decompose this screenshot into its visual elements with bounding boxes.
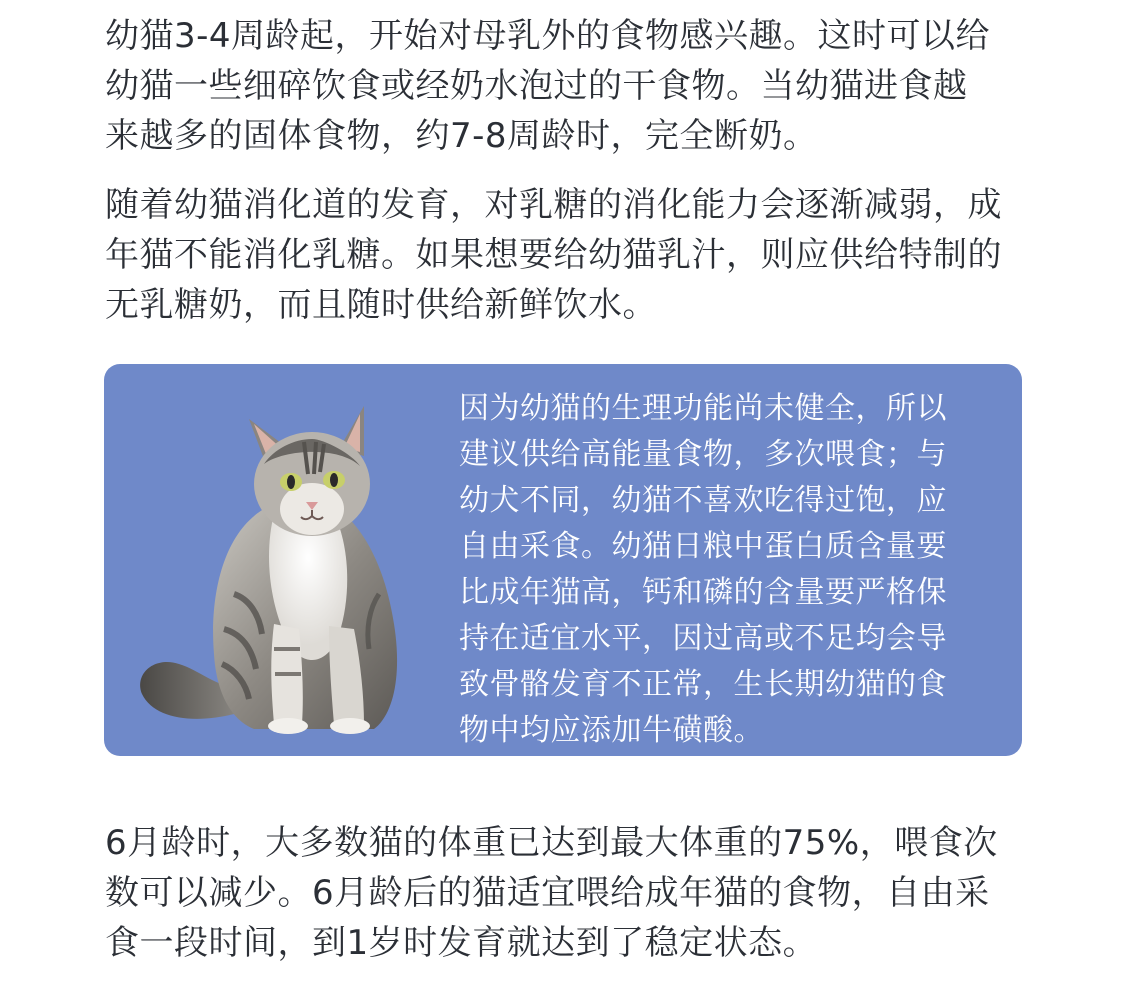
paragraph-line: 年猫不能消化乳糖。如果想要给幼猫乳汁，则应供给特制的: [105, 235, 1002, 275]
paragraph-line: 食一段时间，到1岁时发育就达到了稳定状态。: [105, 923, 818, 963]
paragraph-line: 幼猫3-4周龄起，开始对母乳外的食物感兴趣。这时可以给: [105, 16, 991, 56]
paragraph-line: 数可以减少。6月龄后的猫适宜喂给成年猫的食物，自由采: [105, 873, 990, 913]
paragraph-line: 幼猫一些细碎饮食或经奶水泡过的干食物。当幼猫进食越: [105, 66, 968, 106]
paragraph-six-months: [105, 818, 1030, 968]
card-line: 自由采食。幼猫日粮中蛋白质含量要: [459, 529, 947, 564]
cat-photo: [124, 394, 414, 739]
paragraph-line: 来越多的固体食物，约7-8周龄时，完全断奶。: [105, 116, 818, 156]
card-line: 致骨骼发育不正常，生长期幼猫的食: [459, 667, 947, 702]
paragraph-line: 随着幼猫消化道的发育，对乳糖的消化能力会逐渐减弱，成: [105, 185, 1002, 225]
card-text: [459, 386, 1004, 754]
info-card: [104, 364, 1022, 756]
card-line: 比成年猫高，钙和磷的含量要严格保: [459, 575, 947, 610]
paragraph-line: 无乳糖奶，而且随时供给新鲜饮水。: [105, 285, 657, 325]
card-line: 幼犬不同，幼猫不喜欢吃得过饱，应: [459, 483, 947, 518]
card-line: 物中均应添加牛磺酸。: [459, 713, 764, 748]
card-line: 持在适宜水平，因过高或不足均会导: [459, 621, 947, 656]
paragraph-line: 6月龄时，大多数猫的体重已达到最大体重的75%，喂食次: [105, 823, 998, 863]
paragraph-lactose: [105, 180, 1030, 330]
card-line: 建议供给高能量食物，多次喂食；与: [459, 437, 947, 472]
paragraph-weaning: [105, 11, 1030, 161]
card-line: 因为幼猫的生理功能尚未健全，所以: [459, 391, 947, 426]
